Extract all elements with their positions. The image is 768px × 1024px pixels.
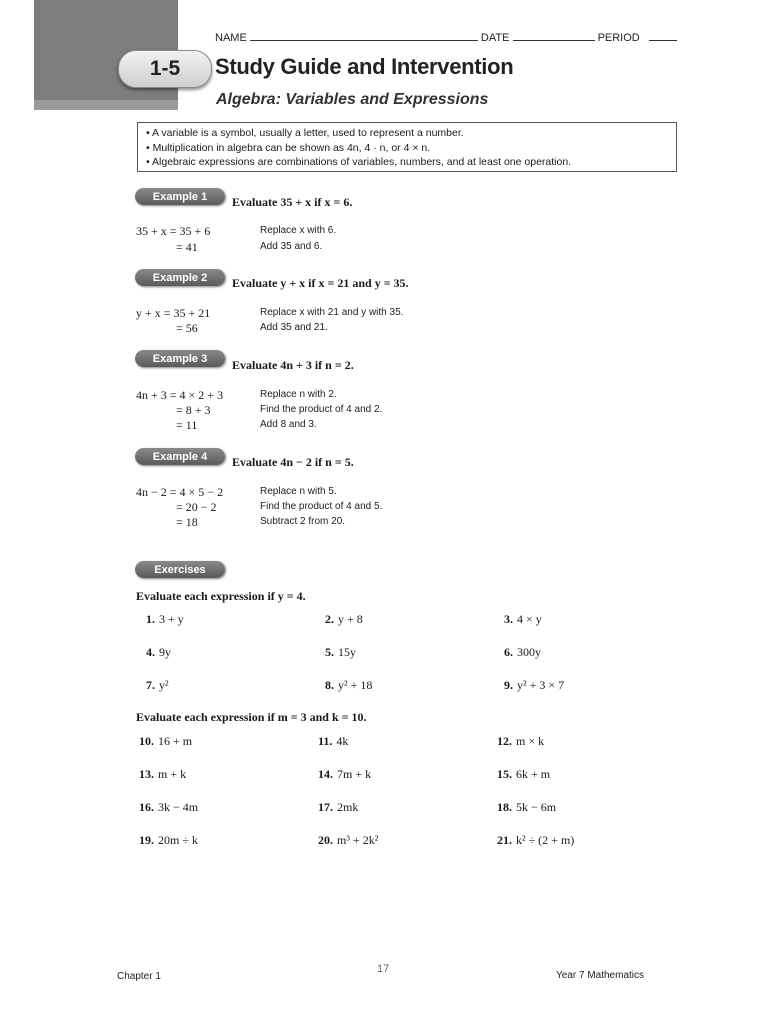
exercise-item: 8. y² + 18 <box>325 678 373 692</box>
example-2-title: Evaluate y + x if x = 21 and y = 35. <box>232 276 409 290</box>
example-3-step-2-math: = 8 + 3 <box>176 403 211 417</box>
exercise-item: 15. 6k + m <box>497 767 551 781</box>
name-date-period-line <box>215 30 677 44</box>
exercise-set-2-instruction: Evaluate each expression if m = 3 and k = 10. <box>136 710 367 724</box>
exercise-item: 7. y² <box>146 678 169 692</box>
exercise-item: 5. 15y <box>325 645 356 659</box>
exercise-item: 13. m + k <box>139 767 187 781</box>
example-4-step-2-note: Find the product of 4 and 5. <box>260 501 383 512</box>
exercise-item: 6. 300y <box>504 645 541 659</box>
exercise-item: 16. 3k − 4m <box>139 800 199 814</box>
exercises-label: Exercises <box>135 561 225 578</box>
chapter-tab-shadow <box>34 100 178 110</box>
period-label: PERIOD <box>597 32 640 44</box>
exercise-item: 2. y + 8 <box>325 612 363 626</box>
example-3-step-2-note: Find the product of 4 and 2. <box>260 404 383 415</box>
exercise-item: 10. 16 + m <box>139 734 193 748</box>
exercise-item: 18. 5k − 6m <box>497 800 557 814</box>
concept-box <box>137 122 677 172</box>
example-4-step-3-math: = 18 <box>176 515 198 529</box>
example-3-label: Example 3 <box>135 350 225 367</box>
exercise-item: 12. m × k <box>497 734 545 748</box>
period-blank[interactable] <box>649 30 677 41</box>
exercise-item: 21. k² ÷ (2 + m) <box>497 833 575 847</box>
exercise-item: 17. 2mk <box>318 800 359 814</box>
date-label: DATE <box>480 32 510 44</box>
example-3-step-1-math: 4n + 3 = 4 × 2 + 3 <box>136 388 224 402</box>
example-1-step-2-math: = 41 <box>176 240 198 254</box>
example-4-step-1-note: Replace n with 5. <box>260 486 337 497</box>
exercise-item: 4. 9y <box>146 645 171 659</box>
example-2-step-1-note: Replace x with 21 and y with 35. <box>260 307 404 318</box>
exercise-item: 1. 3 + y <box>146 612 184 626</box>
date-blank[interactable] <box>513 30 595 41</box>
exercise-item: 3. 4 × y <box>504 612 542 626</box>
page-number: 17 <box>377 963 390 975</box>
example-3-step-1-note: Replace n with 2. <box>260 389 337 400</box>
example-4-step-3-note: Subtract 2 from 20. <box>260 516 346 527</box>
lesson-badge: 1-5 <box>118 50 212 88</box>
example-3-step-3-math: = 11 <box>176 418 198 432</box>
page-subtitle: Algebra: Variables and Expressions <box>216 91 489 108</box>
exercise-item: 14. 7m + k <box>318 767 372 781</box>
concept-item: • Multiplication in algebra can be shown as 4n, 4 · n, or 4 × n. <box>146 141 431 154</box>
example-2-label: Example 2 <box>135 269 225 286</box>
exercise-set-1-instruction: Evaluate each expression if y = 4. <box>136 589 306 603</box>
example-3-title: Evaluate 4n + 3 if n = 2. <box>232 358 354 372</box>
example-1-title: Evaluate 35 + x if x = 6. <box>232 195 353 209</box>
example-1-step-1-note: Replace x with 6. <box>260 225 337 236</box>
example-2-step-2-note: Add 35 and 21. <box>260 322 328 333</box>
exercise-item: 11. 4k <box>318 734 349 748</box>
concept-item: • Algebraic expressions are combinations of variables, numbers, and at least one operation. <box>146 156 572 168</box>
example-3-step-3-note: Add 8 and 3. <box>260 419 317 430</box>
example-4-step-1-math: 4n − 2 = 4 × 5 − 2 <box>136 485 224 499</box>
example-2-step-1-math: y + x = 35 + 21 <box>136 306 211 320</box>
exercise-item: 20. m³ + 2k² <box>318 833 379 847</box>
concept-item: • A variable is a symbol, usually a letter, used to represent a number. <box>146 127 464 139</box>
example-4-title: Evaluate 4n − 2 if n = 5. <box>232 455 354 469</box>
example-2-step-2-math: = 56 <box>176 321 198 335</box>
example-4-label: Example 4 <box>135 448 225 465</box>
name-blank[interactable] <box>250 30 478 41</box>
example-1-label: Example 1 <box>135 188 225 205</box>
example-1-step-2-note: Add 35 and 6. <box>260 241 323 252</box>
exercise-item: 19. 20m ÷ k <box>139 833 198 847</box>
example-1-step-1-math: 35 + x = 35 + 6 <box>136 224 211 238</box>
footer-course: Year 7 Mathematics <box>556 970 645 981</box>
name-label: NAME <box>215 32 247 44</box>
example-4-step-2-math: = 20 − 2 <box>176 500 217 514</box>
exercise-item: 9. y² + 3 × 7 <box>504 678 565 692</box>
page-title: Study Guide and Intervention <box>215 54 514 79</box>
footer-chapter: Chapter 1 <box>117 971 161 982</box>
